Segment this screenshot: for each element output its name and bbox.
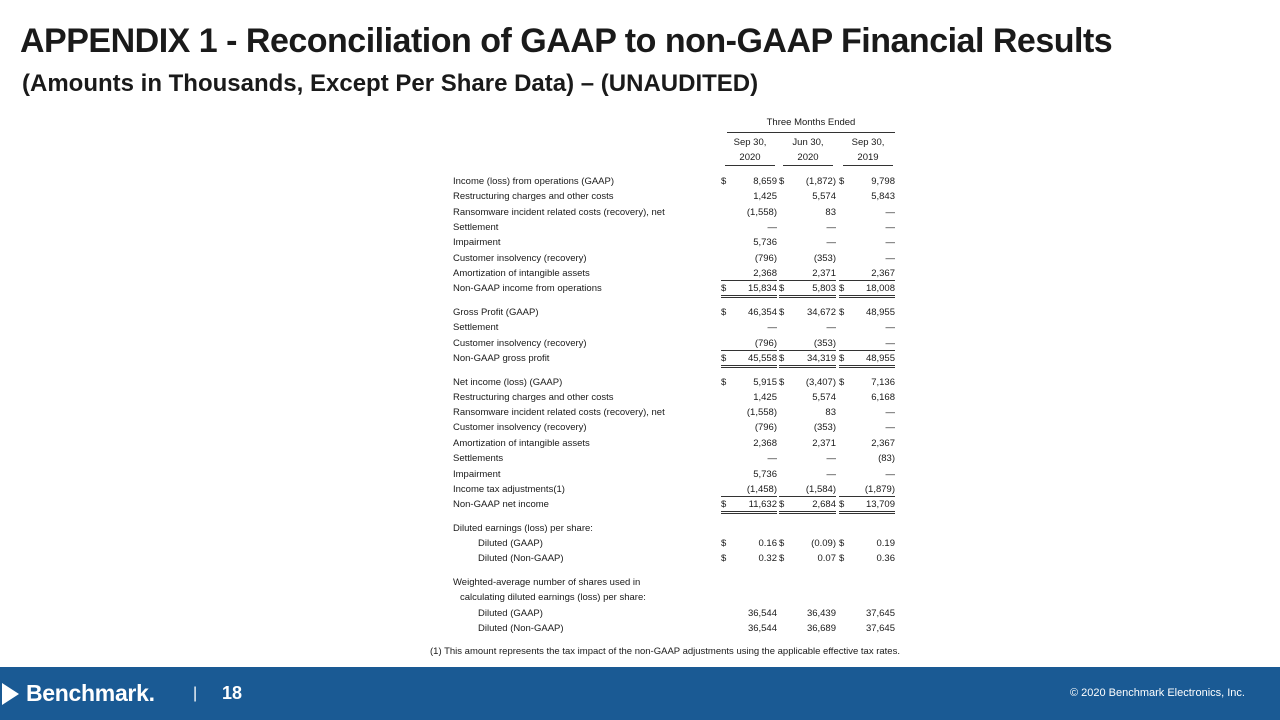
cell-value: — <box>885 469 895 480</box>
cell-value: 37,645 <box>865 623 895 634</box>
table-row <box>450 336 900 351</box>
cell-value: 9,798 <box>871 176 895 187</box>
cell-value: 2,371 <box>812 268 836 279</box>
currency-symbol: $ <box>779 176 785 187</box>
table-row <box>450 621 900 636</box>
cell-value: 2,368 <box>753 438 777 449</box>
cell-value: 18,008 <box>865 283 895 294</box>
cell-value: — <box>885 253 895 264</box>
table-row <box>450 235 900 250</box>
table-row <box>450 497 900 512</box>
benchmark-logo: Benchmark. <box>26 680 155 706</box>
cell-value: 34,319 <box>806 353 836 364</box>
page-number: 18 <box>222 683 243 703</box>
table-row <box>450 420 900 435</box>
currency-symbol: $ <box>721 353 727 364</box>
currency-symbol: $ <box>721 307 727 318</box>
cell-value: (796) <box>754 422 777 433</box>
cell-value: 0.32 <box>758 553 777 564</box>
row-label: Diluted earnings (loss) per share: <box>453 523 593 534</box>
row-label: Non-GAAP net income <box>453 499 549 510</box>
row-label: Diluted (GAAP) <box>478 608 543 619</box>
currency-symbol: $ <box>839 377 845 388</box>
cell-value: — <box>826 222 836 233</box>
cell-value: (1,872) <box>805 176 836 187</box>
table-row <box>450 536 900 551</box>
cell-value: 5,803 <box>812 283 836 294</box>
cell-value: (1,558) <box>746 407 777 418</box>
currency-symbol: $ <box>839 283 845 294</box>
cell-value: 1,425 <box>753 392 777 403</box>
cell-value: — <box>885 407 895 418</box>
cell-value: (1,584) <box>805 484 836 495</box>
row-label: Amortization of intangible assets <box>453 438 590 449</box>
table-row <box>450 405 900 420</box>
currency-symbol: $ <box>721 499 727 510</box>
cell-value: (1,879) <box>864 484 895 495</box>
cell-value: — <box>885 237 895 248</box>
currency-symbol: $ <box>779 283 785 294</box>
row-label: Gross Profit (GAAP) <box>453 307 539 318</box>
row-label: Diluted (Non-GAAP) <box>478 553 564 564</box>
table-row <box>450 467 900 482</box>
cell-value: 46,354 <box>747 307 777 318</box>
row-label: Settlement <box>453 222 499 233</box>
table-row <box>450 551 900 566</box>
copyright-notice: © 2020 Benchmark Electronics, Inc. <box>1069 687 1245 699</box>
cell-value: 15,834 <box>747 283 777 294</box>
table-row <box>450 251 900 266</box>
cell-value: (0.09) <box>811 538 836 549</box>
cell-value: — <box>885 338 895 349</box>
currency-symbol: $ <box>839 307 845 318</box>
table-row <box>450 205 900 220</box>
table-row <box>450 174 900 189</box>
row-label: Net income (loss) (GAAP) <box>453 377 563 388</box>
cell-value: 2,367 <box>871 268 895 279</box>
cell-value: — <box>767 453 777 464</box>
cell-value: — <box>885 322 895 333</box>
cell-value: — <box>826 322 836 333</box>
cell-value: 45,558 <box>747 353 777 364</box>
row-label: Income tax adjustments(1) <box>453 484 565 495</box>
cell-value: (1,458) <box>746 484 777 495</box>
cell-value: 37,645 <box>865 608 895 619</box>
cell-value: 11,632 <box>748 499 777 510</box>
cell-value: 5,574 <box>812 392 836 403</box>
currency-symbol: $ <box>721 377 727 388</box>
cell-value: — <box>885 222 895 233</box>
table-row <box>450 266 900 281</box>
row-label: Ransomware incident related costs (recovery), net <box>453 407 665 418</box>
row-label: Non-GAAP gross profit <box>453 353 550 364</box>
footer-bar <box>0 667 1280 720</box>
cell-value: — <box>885 207 895 218</box>
cell-value: 2,684 <box>812 499 836 510</box>
col-header-jun-2020: Jun 30, 2020 <box>783 135 833 166</box>
row-label: Non-GAAP income from operations <box>453 283 602 294</box>
currency-symbol: $ <box>721 538 727 549</box>
currency-symbol: $ <box>839 176 845 187</box>
table-row <box>450 451 900 466</box>
cell-value: 5,915 <box>753 377 777 388</box>
cell-value: 0.07 <box>817 553 836 564</box>
cell-value: (1,558) <box>746 207 777 218</box>
row-label: Customer insolvency (recovery) <box>453 422 587 433</box>
table-row <box>450 375 900 390</box>
cell-value: 36,544 <box>747 623 777 634</box>
cell-value: 0.19 <box>876 538 895 549</box>
table-row <box>450 220 900 235</box>
cell-value: — <box>885 422 895 433</box>
cell-value: 2,368 <box>753 268 777 279</box>
row-label: Customer insolvency (recovery) <box>453 253 587 264</box>
cell-value: 0.36 <box>876 553 895 564</box>
currency-symbol: $ <box>839 353 845 364</box>
cell-value: 6,168 <box>871 392 895 403</box>
table-row <box>450 590 900 605</box>
cell-value: (353) <box>813 422 836 433</box>
cell-value: (83) <box>878 453 895 464</box>
row-label: Restructuring charges and other costs <box>453 191 614 202</box>
cell-value: 8,659 <box>753 176 777 187</box>
row-label: Ransomware incident related costs (recovery), net <box>453 207 665 218</box>
cell-value: 83 <box>825 207 836 218</box>
currency-symbol: $ <box>839 553 845 564</box>
row-label: Settlements <box>453 453 504 464</box>
table-row <box>450 305 900 320</box>
cell-value: (353) <box>813 253 836 264</box>
currency-symbol: $ <box>779 307 785 318</box>
row-label: Impairment <box>453 237 501 248</box>
cell-value: 13,709 <box>865 499 895 510</box>
currency-symbol: $ <box>839 538 845 549</box>
cell-value: — <box>826 469 836 480</box>
cell-value: (3,407) <box>805 377 836 388</box>
cell-value: 0.16 <box>758 538 777 549</box>
cell-value: 36,689 <box>806 623 836 634</box>
row-label: Diluted (GAAP) <box>478 538 543 549</box>
row-label: Weighted-average number of shares used in <box>453 577 641 588</box>
currency-symbol: $ <box>721 176 727 187</box>
cell-value: — <box>826 237 836 248</box>
currency-symbol: $ <box>779 353 785 364</box>
cell-value: (796) <box>754 338 777 349</box>
row-label: Impairment <box>453 469 501 480</box>
cell-value: 34,672 <box>806 307 836 318</box>
currency-symbol: $ <box>839 499 845 510</box>
cell-value: 36,544 <box>747 608 777 619</box>
cell-value: 83 <box>825 407 836 418</box>
cell-value: 5,843 <box>871 191 895 202</box>
cell-value: 1,425 <box>753 191 777 202</box>
currency-symbol: $ <box>721 283 727 294</box>
currency-symbol: $ <box>779 499 785 510</box>
table-row <box>450 606 900 621</box>
table-row <box>450 436 900 451</box>
table-row <box>450 575 900 590</box>
cell-value: 48,955 <box>865 307 895 318</box>
currency-symbol: $ <box>779 538 785 549</box>
row-label: Amortization of intangible assets <box>453 268 590 279</box>
cell-value: 5,736 <box>753 469 777 480</box>
cell-value: 5,574 <box>812 191 836 202</box>
row-label: calculating diluted earnings (loss) per share: <box>460 592 646 603</box>
row-label: Settlement <box>453 322 499 333</box>
header-three-months-ended: Three Months Ended <box>727 117 895 133</box>
cell-value: 5,736 <box>753 237 777 248</box>
cell-value: 48,955 <box>865 353 895 364</box>
col-header-sep-2020: Sep 30, 2020 <box>725 135 775 166</box>
cell-value: 2,371 <box>812 438 836 449</box>
row-label: Diluted (Non-GAAP) <box>478 623 564 634</box>
cell-value: 7,136 <box>871 377 895 388</box>
row-label: Customer insolvency (recovery) <box>453 338 587 349</box>
cell-value: — <box>767 222 777 233</box>
currency-symbol: $ <box>779 377 785 388</box>
page-subtitle: (Amounts in Thousands, Except Per Share Data) – (UNAUDITED) <box>22 70 759 97</box>
cell-value: 36,439 <box>806 608 836 619</box>
currency-symbol: $ <box>721 553 727 564</box>
table-row <box>450 482 900 497</box>
table-row <box>450 351 900 366</box>
page-title: APPENDIX 1 - Reconciliation of GAAP to non-GAAP Financial Results <box>20 22 1113 60</box>
col-header-sep-2019: Sep 30, 2019 <box>843 135 893 166</box>
benchmark-logo-icon <box>2 683 19 705</box>
cell-value: (796) <box>754 253 777 264</box>
table-row <box>450 281 900 296</box>
footer-separator: | <box>193 685 198 702</box>
cell-value: — <box>826 453 836 464</box>
cell-value: (353) <box>813 338 836 349</box>
row-label: Restructuring charges and other costs <box>453 392 614 403</box>
table-row <box>450 390 900 405</box>
footnote: (1) This amount represents the tax impact of the non-GAAP adjustments using the applicable effective tax rates. <box>430 646 900 657</box>
table-row <box>450 521 900 536</box>
cell-value: — <box>767 322 777 333</box>
row-label: Income (loss) from operations (GAAP) <box>453 176 615 187</box>
table-row <box>450 320 900 335</box>
table-row <box>450 189 900 204</box>
cell-value: 2,367 <box>871 438 895 449</box>
currency-symbol: $ <box>779 553 785 564</box>
